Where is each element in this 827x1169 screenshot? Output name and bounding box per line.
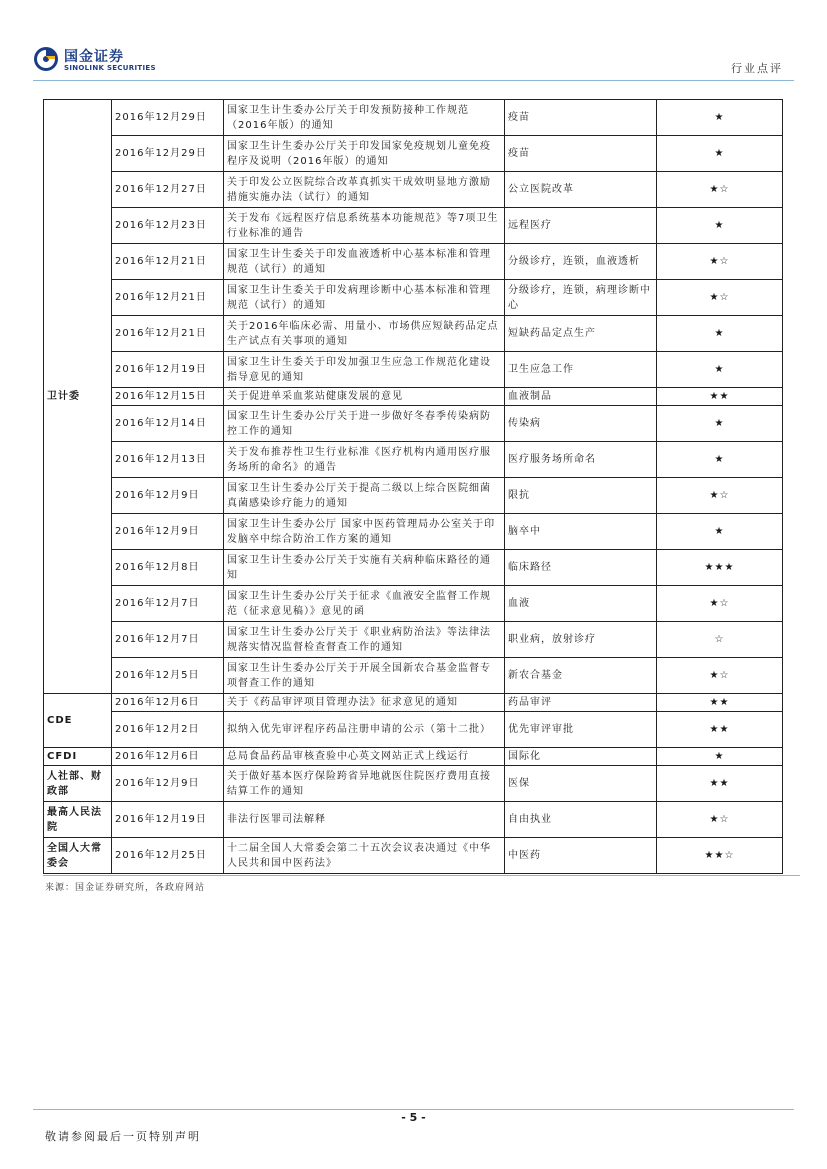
policy-cell: 国家卫生计生委关于印发加强卫生应急工作规范化建设指导意见的通知 [224,352,505,388]
field-cell: 药品审评 [505,694,657,712]
table-row [44,478,783,514]
date-cell: 2016年12月5日 [112,658,224,694]
table-row [44,352,783,388]
table-row [44,838,783,874]
policy-cell: 关于发布推荐性卫生行业标准《医疗机构内通用医疗服务场所的命名》的通告 [224,442,505,478]
policy-cell: 关于印发公立医院综合改革真抓实干成效明显地方激励措施实施办法（试行）的通知 [224,172,505,208]
rating-cell: ★☆ [657,478,783,514]
disclaimer-note: 敬请参阅最后一页特别声明 [45,1130,201,1143]
agency-cell: 全国人大常委会 [44,838,112,874]
date-cell: 2016年12月29日 [112,136,224,172]
rating-cell: ★★★ [657,550,783,586]
policy-cell: 关于做好基本医疗保险跨省异地就医住院医疗费用直接结算工作的通知 [224,766,505,802]
table-row [44,406,783,442]
table-row [44,280,783,316]
rating-cell: ★ [657,136,783,172]
field-cell: 职业病，放射诊疗 [505,622,657,658]
policy-cell: 国家卫生计生委办公厅关于印发国家免疫规划儿童免疫程序及说明（2016年版）的通知 [224,136,505,172]
page-number: - 5 - [401,1111,426,1124]
policy-cell: 国家卫生计生委办公厅关于进一步做好冬春季传染病防控工作的通知 [224,406,505,442]
date-cell: 2016年12月27日 [112,172,224,208]
policy-cell: 国家卫生计生委办公厅关于实施有关病种临床路径的通知 [224,550,505,586]
rating-cell: ★☆ [657,658,783,694]
field-cell: 优先审评审批 [505,712,657,748]
date-cell: 2016年12月19日 [112,802,224,838]
table-row [44,550,783,586]
logo-english-name: SINOLINK SECURITIES [64,64,156,72]
policy-cell: 关于《药品审评项目管理办法》征求意见的通知 [224,694,505,712]
date-cell: 2016年12月9日 [112,478,224,514]
agency-cell: CDE [44,694,112,748]
table-bottom-rule [43,875,800,876]
table-row [44,244,783,280]
date-cell: 2016年12月15日 [112,388,224,406]
policy-cell: 关于2016年临床必需、用量小、市场供应短缺药品定点生产试点有关事项的通知 [224,316,505,352]
policy-cell: 国家卫生计生委办公厅 国家中医药管理局办公室关于印发脑卒中综合防治工作方案的通知 [224,514,505,550]
field-cell: 公立医院改革 [505,172,657,208]
field-cell: 国际化 [505,748,657,766]
rating-cell: ★☆ [657,802,783,838]
table-row [44,316,783,352]
table-row [44,658,783,694]
date-cell: 2016年12月21日 [112,244,224,280]
agency-cell: 最高人民法院 [44,802,112,838]
rating-cell: ★★☆ [657,838,783,874]
sinolink-logo-icon [33,46,59,72]
rating-cell: ★ [657,442,783,478]
policy-cell: 国家卫生计生委办公厅关于征求《血液安全监督工作规范（征求意见稿）》意见的函 [224,586,505,622]
date-cell: 2016年12月9日 [112,766,224,802]
policy-table-body [44,100,783,874]
rating-cell: ★ [657,100,783,136]
table-row [44,136,783,172]
table-row [44,586,783,622]
policy-cell: 总局食品药品审核查验中心英文网站正式上线运行 [224,748,505,766]
rating-cell: ★ [657,406,783,442]
field-cell: 疫苗 [505,100,657,136]
logo-chinese-name: 国金证券 [64,49,124,65]
rating-cell: ★★ [657,388,783,406]
policy-cell: 国家卫生计生委办公厅关于印发预防接种工作规范（2016年版）的通知 [224,100,505,136]
table-row [44,442,783,478]
policy-cell: 拟纳入优先审评程序药品注册申请的公示（第十二批） [224,712,505,748]
field-cell: 分级诊疗，连锁，血液透析 [505,244,657,280]
date-cell: 2016年12月7日 [112,586,224,622]
page-header [0,0,827,82]
date-cell: 2016年12月8日 [112,550,224,586]
policy-table [43,99,783,874]
table-row [44,766,783,802]
field-cell: 限抗 [505,478,657,514]
date-cell: 2016年12月23日 [112,208,224,244]
table-row [44,694,783,712]
document-type-label: 行业点评 [731,62,783,75]
rating-cell: ★ [657,748,783,766]
rating-cell: ★☆ [657,280,783,316]
policy-cell: 十二届全国人大常委会第二十五次会议表决通过《中华人民共和国中医药法》 [224,838,505,874]
field-cell: 临床路径 [505,550,657,586]
field-cell: 血液制品 [505,388,657,406]
field-cell: 分级诊疗，连锁，病理诊断中心 [505,280,657,316]
rating-cell: ☆ [657,622,783,658]
rating-cell: ★★ [657,712,783,748]
date-cell: 2016年12月2日 [112,712,224,748]
policy-cell: 非法行医罪司法解释 [224,802,505,838]
date-cell: 2016年12月21日 [112,316,224,352]
field-cell: 短缺药品定点生产 [505,316,657,352]
table-row [44,208,783,244]
table-row [44,802,783,838]
table-row [44,622,783,658]
policy-cell: 国家卫生计生委办公厅关于提高二级以上综合医院细菌真菌感染诊疗能力的通知 [224,478,505,514]
date-cell: 2016年12月6日 [112,694,224,712]
date-cell: 2016年12月25日 [112,838,224,874]
agency-cell: 人社部、财政部 [44,766,112,802]
date-cell: 2016年12月14日 [112,406,224,442]
policy-cell: 关于发布《远程医疗信息系统基本功能规范》等7项卫生行业标准的通告 [224,208,505,244]
field-cell: 中医药 [505,838,657,874]
field-cell: 新农合基金 [505,658,657,694]
rating-cell: ★ [657,208,783,244]
field-cell: 医疗服务场所命名 [505,442,657,478]
rating-cell: ★★ [657,766,783,802]
rating-cell: ★☆ [657,244,783,280]
table-row [44,514,783,550]
table-row [44,712,783,748]
field-cell: 脑卒中 [505,514,657,550]
table-row [44,172,783,208]
agency-cell: 卫计委 [44,100,112,694]
rating-cell: ★☆ [657,586,783,622]
field-cell: 自由执业 [505,802,657,838]
field-cell: 传染病 [505,406,657,442]
field-cell: 疫苗 [505,136,657,172]
date-cell: 2016年12月7日 [112,622,224,658]
header-divider [33,80,794,81]
date-cell: 2016年12月6日 [112,748,224,766]
field-cell: 远程医疗 [505,208,657,244]
date-cell: 2016年12月13日 [112,442,224,478]
agency-cell: CFDI [44,748,112,766]
rating-cell: ★ [657,514,783,550]
table-row [44,388,783,406]
policy-cell: 国家卫生计生委办公厅关于开展全国新农合基金监督专项督查工作的通知 [224,658,505,694]
field-cell: 医保 [505,766,657,802]
table-row [44,100,783,136]
policy-cell: 国家卫生计生委关于印发血液透析中心基本标准和管理规范（试行）的通知 [224,244,505,280]
field-cell: 血液 [505,586,657,622]
policy-cell: 国家卫生计生委关于印发病理诊断中心基本标准和管理规范（试行）的通知 [224,280,505,316]
field-cell: 卫生应急工作 [505,352,657,388]
table-row [44,748,783,766]
rating-cell: ★★ [657,694,783,712]
date-cell: 2016年12月9日 [112,514,224,550]
rating-cell: ★ [657,316,783,352]
date-cell: 2016年12月29日 [112,100,224,136]
date-cell: 2016年12月19日 [112,352,224,388]
rating-cell: ★☆ [657,172,783,208]
sinolink-logo [33,44,158,76]
policy-cell: 关于促进单采血浆站健康发展的意见 [224,388,505,406]
footer-divider [33,1109,794,1110]
source-note: 来源：国金证券研究所，各政府网站 [45,883,206,893]
date-cell: 2016年12月21日 [112,280,224,316]
policy-cell: 国家卫生计生委办公厅关于《职业病防治法》等法律法规落实情况监督检查督查工作的通知 [224,622,505,658]
rating-cell: ★ [657,352,783,388]
